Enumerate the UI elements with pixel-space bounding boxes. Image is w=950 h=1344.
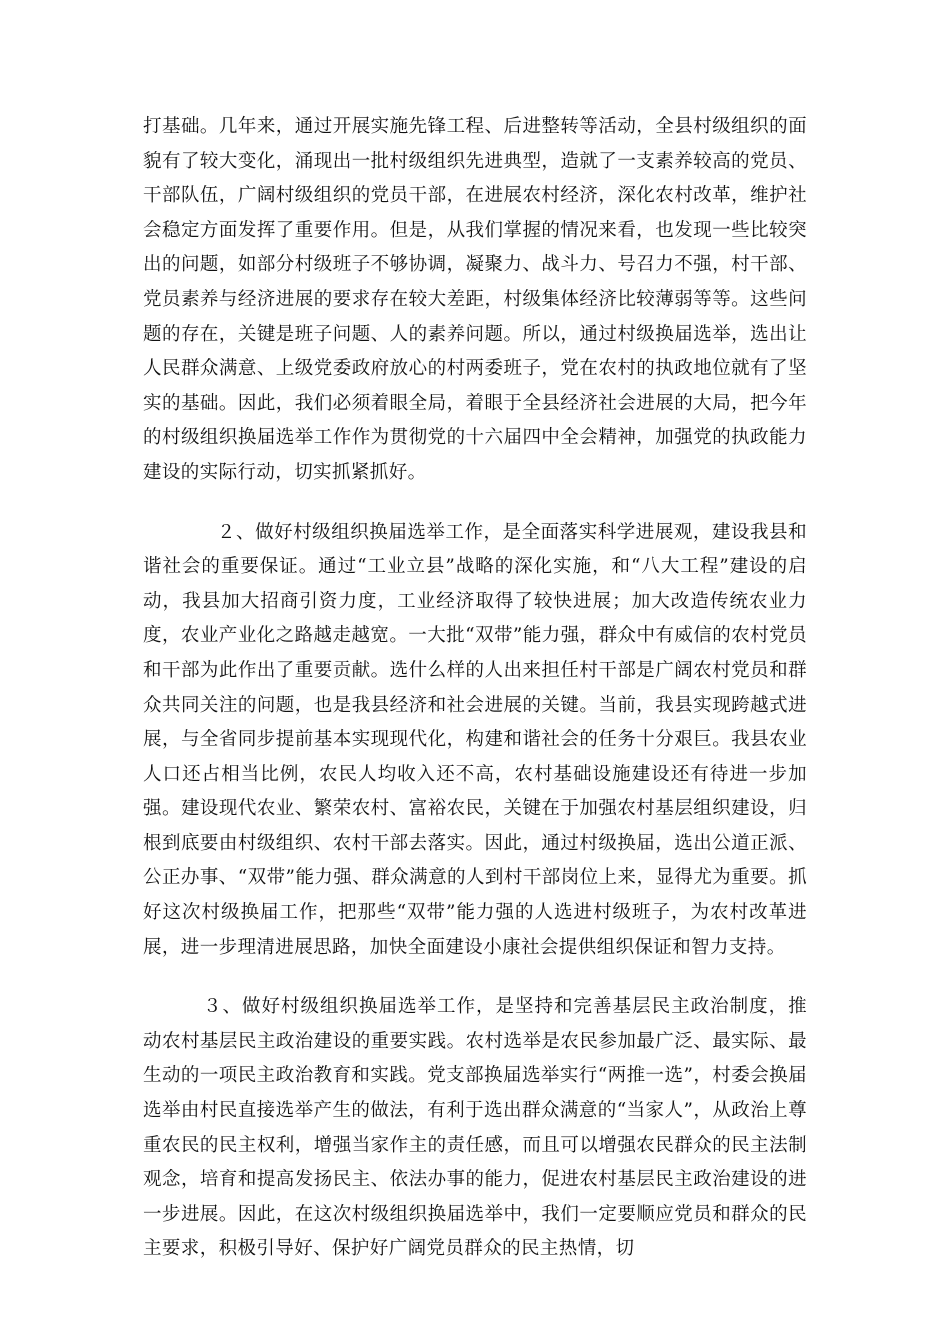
paragraph-1: 打基础。几年来，通过开展实施先锋工程、后进整转等活动，全县村级组织的面貌有了较大变化，涌现出一批村级组织先进典型，造就了一支素养较高的党员、干部队伍，广阔村级组织的党员干部，在进展农村经济，深化农村改革，维护社会稳定方面发挥了重要作用。但是，从我们掌握的情况来看，也发现一些比较突出的问题，如部分村级班子不够协调，凝聚力、战斗力、号召力不强，村干部、党员素养与经济进展的要求存在较大差距，村级集体经济比较薄弱等等。这些问题的存在，关键是班子问题、人的素养问题。所以，通过村级换届选举，选出让人民群众满意、上级党委政府放心的村两委班子，党在农村的执政地位就有了坚实的基础。因此，我们必须着眼全局，着眼于全县经济社会进展的大局，把今年的村级组织换届选举工作作为贯彻党的十六届四中全会精神，加强党的执政能力建设的实际行动，切实抓紧抓好。 — [143, 116, 807, 483]
document-body — [143, 110, 807, 1267]
paragraph-3: ３、做好村级组织换届选举工作，是坚持和完善基层民主政治制度，推动农村基层民主政治建设的重要实践。农村选举是农民参加最广泛、最实际、最生动的一项民主政治教育和实践。党支部换届选举实行“两推一选”，村委会换届选举由村民直接选举产生的做法，有利于选出群众满意的“当家人”，从政治上尊重农民的民主权利，增强当家作主的责任感，而且可以增强农民群众的民主法制观念，培育和提高发扬民主、依法办事的能力，促进农村基层民主政治建设的进一步进展。因此，在这次村级组织换届选举中，我们一定要顺应党员和群众的民主要求，积极引导好、保护好广阔党员群众的民主热情，切 — [143, 996, 807, 1260]
paragraph-2: ２、做好村级组织换届选举工作，是全面落实科学进展观，建设我县和谐社会的重要保证。通过“工业立县”战略的深化实施，和“八大工程”建设的启动，我县加大招商引资力度，工业经济取得了较快进展；加大改造传统农业力度，农业产业化之路越走越宽。一大批“双带”能力强，群众中有威信的农村党员和干部为此作出了重要贡献。选什么样的人出来担任村干部是广阔农村党员和群众共同关注的问题，也是我县经济和社会进展的关键。当前，我县实现跨越式进展，与全省同步提前基本实现现代化，构建和谐社会的任务十分艰巨。我县农业人口还占相当比例，农民人均收入还不高，农村基础设施建设还有待进一步加强。建设现代农业、繁荣农村、富裕农民，关键在于加强农村基层组织建设，归根到底要由村级组织、农村干部去落实。因此，通过村级换届，选出公道正派、公正办事、“双带”能力强、群众满意的人到村干部岗位上来，显得尤为重要。抓好这次村级换届工作，把那些“双带”能力强的人选进村级班子，为农村改革进展，进一步理清进展思路，加快全面建设小康社会提供组织保证和智力支持。 — [143, 521, 807, 958]
